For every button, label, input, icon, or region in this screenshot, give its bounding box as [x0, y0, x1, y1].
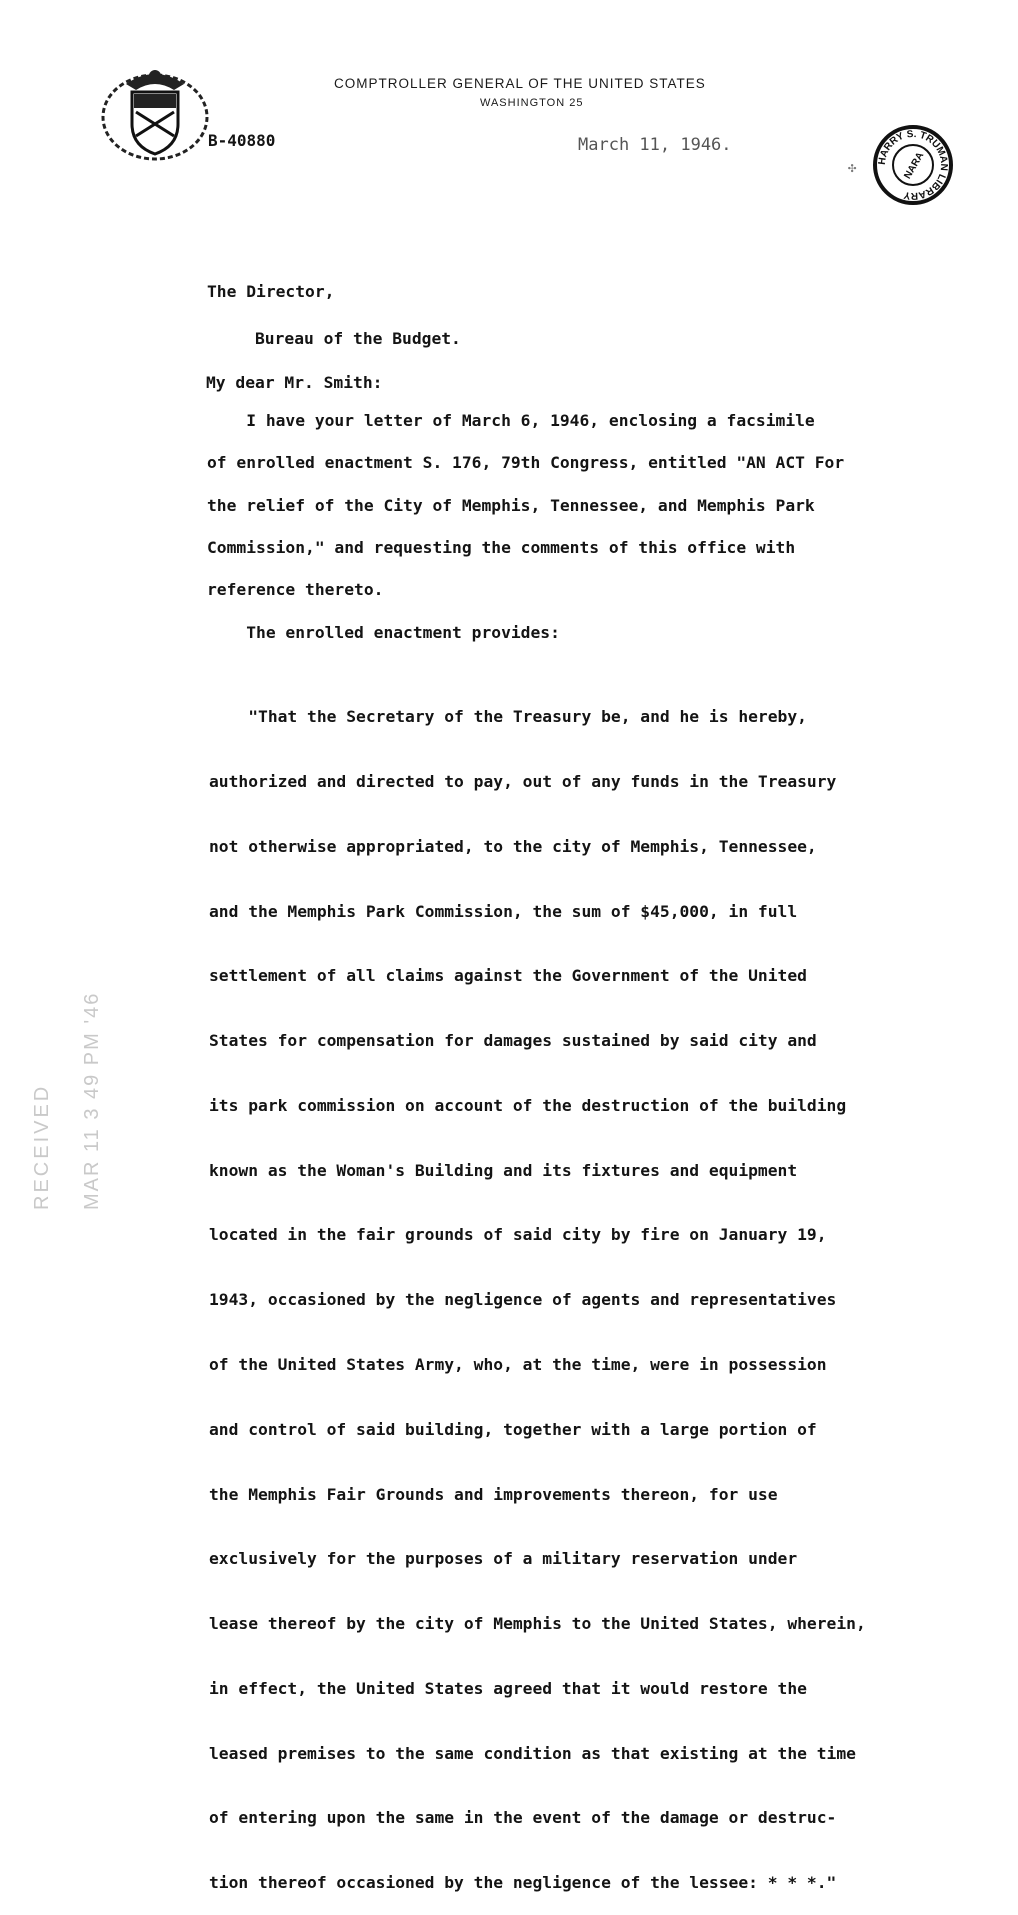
quotation-line: 1943, occasioned by the negligence of agents and representatives — [209, 1290, 837, 1310]
library-stamp-center: NARA — [902, 150, 927, 182]
quotation-line: exclusively for the purposes of a military reservation under — [209, 1549, 798, 1569]
quotation-line: tion thereof occasioned by the negligence of the lessee: * * *." — [209, 1873, 837, 1893]
quotation-line: of the United States Army, who, at the time, were in possession — [209, 1355, 827, 1374]
addressee-line2: Bureau of the Budget. — [255, 329, 461, 348]
quotation-line: the Memphis Fair Grounds and improvements thereon, for use — [209, 1484, 778, 1504]
paragraph2: The enrolled enactment provides: — [207, 623, 560, 642]
letterhead-city: WASHINGTON 25 — [480, 97, 584, 109]
addressee-line1: The Director, — [207, 282, 335, 301]
received-stamp-word: RECEIVED — [31, 1083, 53, 1210]
quotation-line: authorized and directed to pay, out of any funds in the Treasury — [209, 771, 837, 791]
letter-date: March 11, 1946. — [578, 135, 732, 155]
library-stamp-icon — [872, 124, 954, 206]
paragraph1-line: I have your letter of March 6, 1946, enclosing a facsimile — [207, 411, 815, 430]
quotation-line: leased premises to the same condition as that existing at the time — [209, 1743, 856, 1763]
quotation-block — [209, 663, 866, 1915]
paragraph1-line: of enrolled enactment S. 176, 79th Congress, entitled "AN ACT For — [207, 453, 845, 472]
letterhead-title: COMPTROLLER GENERAL OF THE UNITED STATES — [334, 76, 706, 91]
quotation-line: and control of said building, together with a large portion of — [209, 1419, 817, 1439]
received-stamp — [6, 960, 136, 1220]
ink-mark: ✣ — [848, 160, 857, 176]
seal-emblem-icon — [96, 62, 214, 162]
quotation-line: and the Memphis Park Commission, the sum of $45,000, in full — [209, 901, 798, 921]
quotation-line: known as the Woman's Building and its fixtures and equipment — [209, 1160, 798, 1180]
library-stamp-text: HARRY S. TRUMAN LIBRARY — [876, 128, 950, 202]
quotation-line: its park commission on account of the destruction of the building — [209, 1095, 847, 1115]
quotation-line: lease thereof by the city of Memphis to the United States, wherein, — [209, 1614, 866, 1634]
paragraph1-line: Commission," and requesting the comments of this office with — [207, 538, 796, 557]
received-stamp-date: MAR 11 3 49 PM '46 — [81, 991, 103, 1210]
paragraph1-line: reference thereto. — [207, 580, 384, 599]
quotation-line: of entering upon the same in the event of the damage or destruc- — [209, 1808, 837, 1828]
quotation-line: States for compensation for damages sustained by said city and — [209, 1031, 817, 1051]
file-number: B-40880 — [208, 131, 276, 150]
quotation-line: in effect, the United States agreed that it would restore the — [209, 1678, 807, 1698]
paragraph1-line: the relief of the City of Memphis, Tennessee, and Memphis Park — [207, 496, 815, 515]
quotation-line: settlement of all claims against the Government of the United — [209, 966, 807, 986]
quotation-line: located in the fair grounds of said city by fire on January 19, — [209, 1225, 827, 1245]
salutation: My dear Mr. Smith: — [206, 373, 383, 392]
quotation-line: "That the Secretary of the Treasury be, and he is hereby, — [209, 707, 807, 727]
quotation-line: not otherwise appropriated, to the city of Memphis, Tennessee, — [209, 836, 817, 856]
